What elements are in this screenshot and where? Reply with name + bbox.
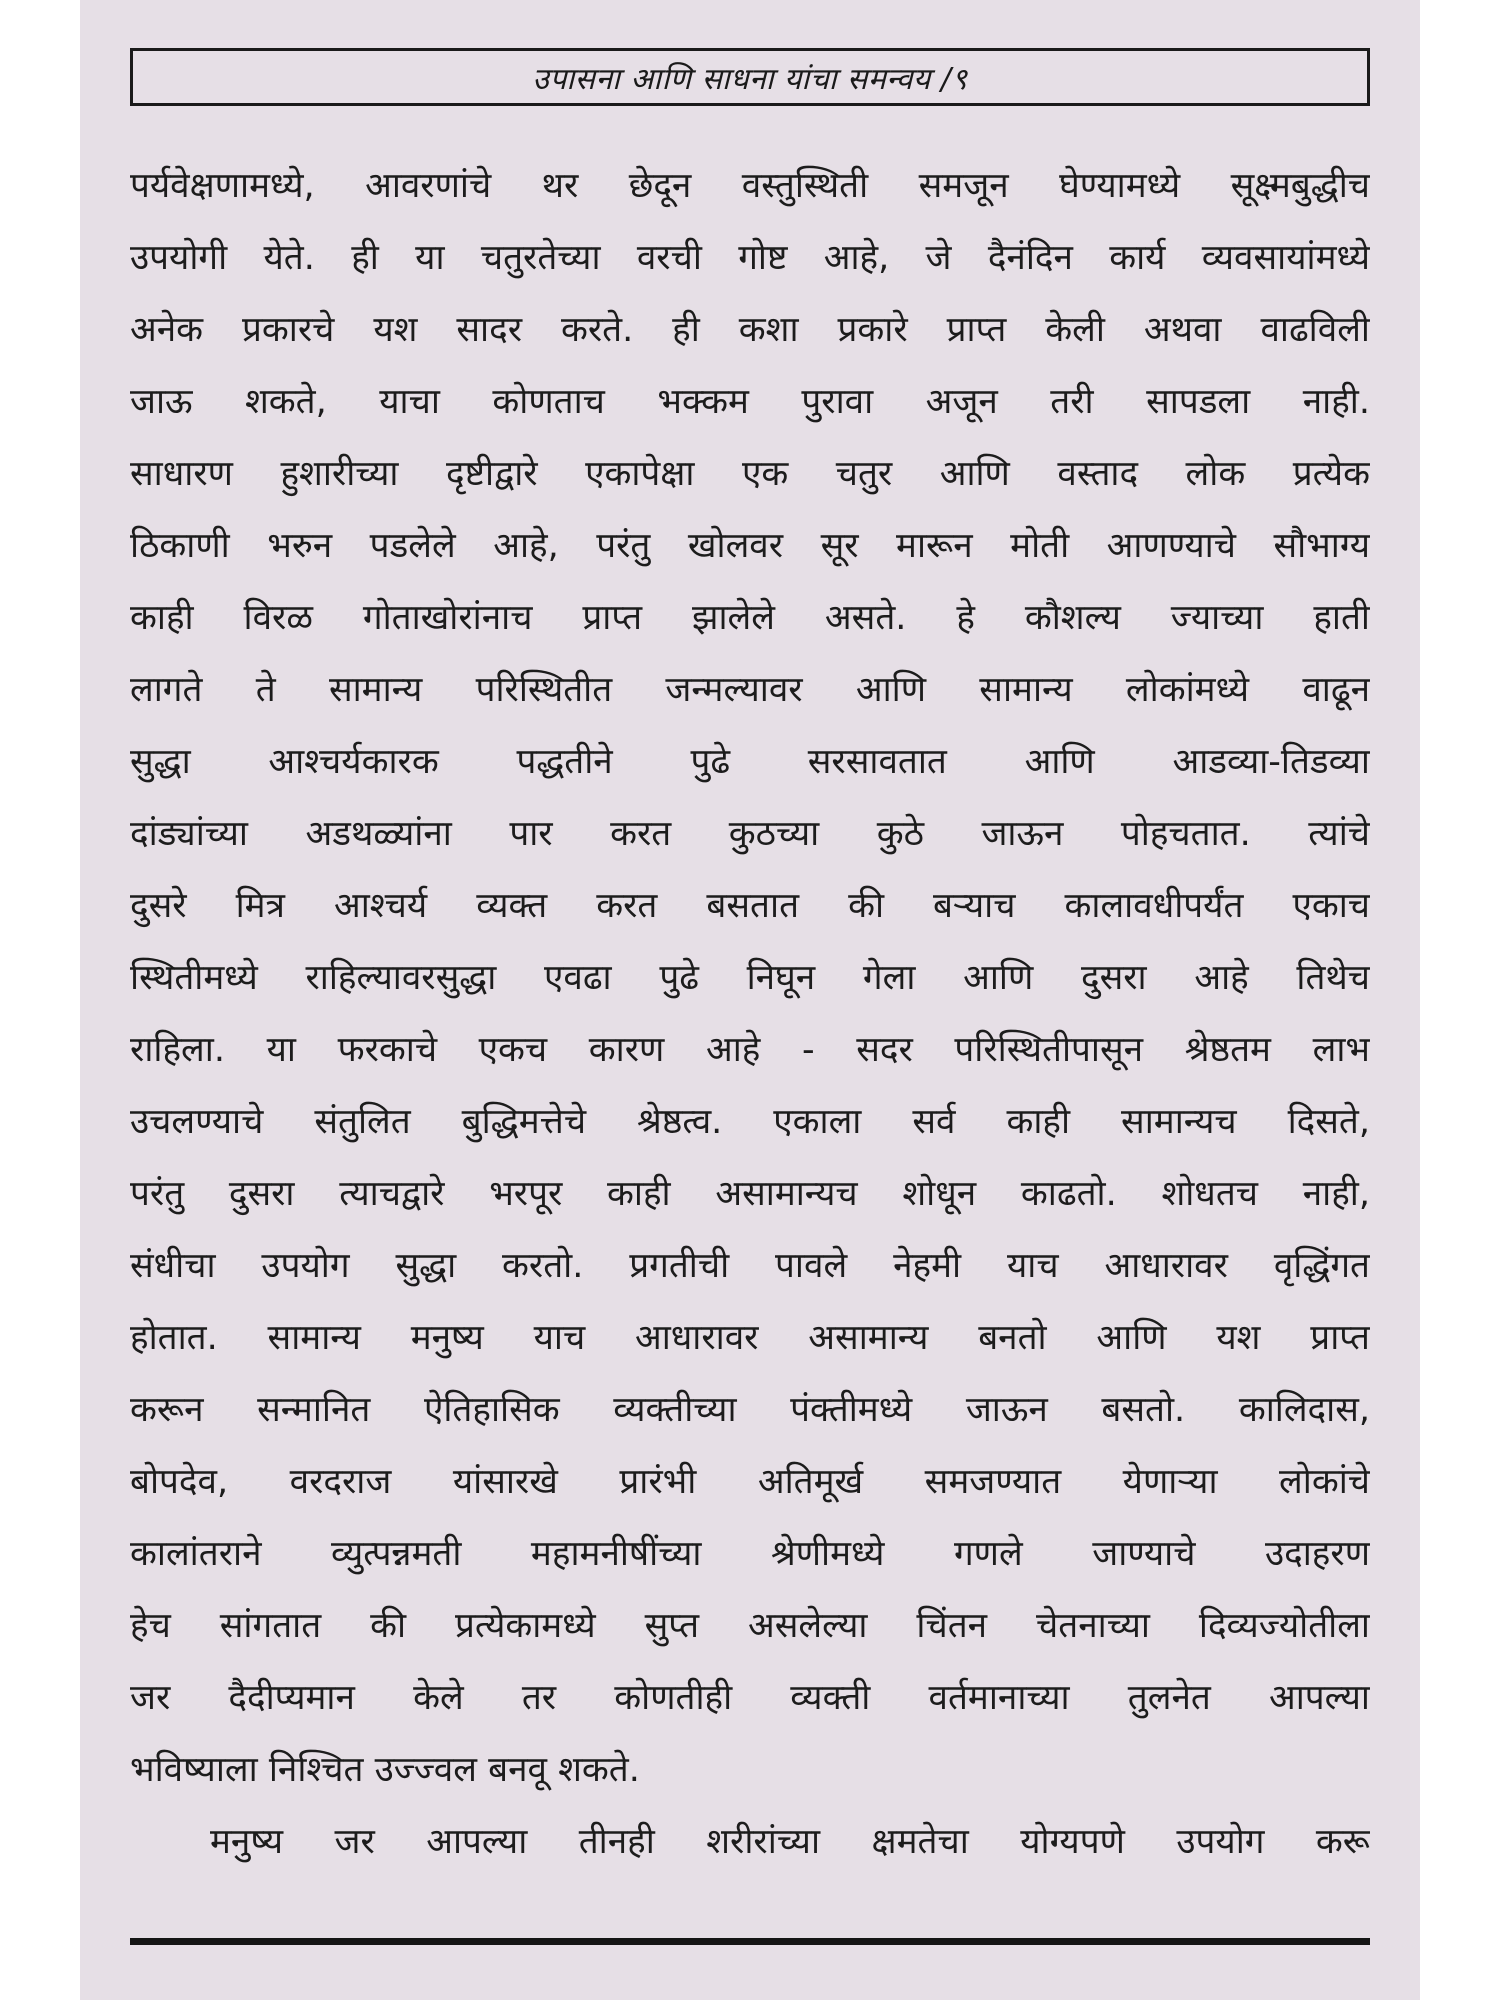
paragraph	[130, 1806, 1370, 1878]
text-line: संधीचा उपयोग सुद्धा करतो. प्रगतीची पावले नेहमी याच आधारावर वृद्धिंगत	[130, 1246, 1370, 1286]
header-title: उपासना आणि साधना यांचा समन्वय /९	[532, 61, 968, 97]
text-line: कालांतराने व्युत्पन्नमती महामनीषींच्या श्रेणीमध्ये गणले जाण्याचे उदाहरण	[130, 1534, 1370, 1574]
text-line: दुसरे मित्र आश्चर्य व्यक्त करत बसतात की बऱ्याच कालावधीपर्यंत एकाच	[130, 886, 1370, 926]
text-line: अनेक प्रकारचे यश सादर करते. ही कशा प्रकारे प्राप्त केली अथवा वाढविली	[130, 310, 1370, 350]
running-header	[130, 48, 1370, 106]
text-line: बोपदेव, वरदराज यांसारखे प्रारंभी अतिमूर्ख समजण्यात येणाऱ्या लोकांचे	[130, 1462, 1370, 1502]
text-line: राहिला. या फरकाचे एकच कारण आहे - सदर परिस्थितीपासून श्रेष्ठतम लाभ	[130, 1030, 1370, 1070]
body-text	[130, 150, 1370, 1878]
text-line: लागते ते सामान्य परिस्थितीत जन्मल्यावर आणि सामान्य लोकांमध्ये वाढून	[130, 670, 1370, 710]
text-line: साधारण हुशारीच्या दृष्टीद्वारे एकापेक्षा एक चतुर आणि वस्ताद लोक प्रत्येक	[130, 454, 1370, 494]
text-line: मनुष्य जर आपल्या तीनही शरीरांच्या क्षमतेचा योग्यपणे उपयोग करू	[210, 1822, 1370, 1862]
footer-rule	[130, 1938, 1370, 1945]
book-page	[80, 0, 1420, 2000]
paragraph	[130, 150, 1370, 1806]
text-line: काही विरळ गोताखोरांनाच प्राप्त झालेले असते. हे कौशल्य ज्याच्या हाती	[130, 598, 1370, 638]
text-line: दांड्यांच्या अडथळ्यांना पार करत कुठच्या कुठे जाऊन पोहचतात. त्यांचे	[130, 814, 1370, 854]
text-line: उपयोगी येते. ही या चतुरतेच्या वरची गोष्ट आहे, जे दैनंदिन कार्य व्यवसायांमध्ये	[130, 238, 1370, 278]
text-line: भविष्याला निश्चित उज्ज्वल बनवू शकते.	[130, 1750, 640, 1790]
text-line: उचलण्याचे संतुलित बुद्धिमत्तेचे श्रेष्ठत्व. एकाला सर्व काही सामान्यच दिसते,	[130, 1102, 1370, 1142]
text-line: जर दैदीप्यमान केले तर कोणतीही व्यक्ती वर्तमानाच्या तुलनेत आपल्या	[130, 1678, 1370, 1718]
text-line: पर्यवेक्षणामध्ये, आवरणांचे थर छेदून वस्तुस्थिती समजून घेण्यामध्ये सूक्ष्मबुद्धीच	[130, 166, 1370, 206]
text-line: स्थितीमध्ये राहिल्यावरसुद्धा एवढा पुढे निघून गेला आणि दुसरा आहे तिथेच	[130, 958, 1370, 998]
text-line: परंतु दुसरा त्याचद्वारे भरपूर काही असामान्यच शोधून काढतो. शोधतच नाही,	[130, 1174, 1370, 1214]
text-line: जाऊ शकते, याचा कोणताच भक्कम पुरावा अजून तरी सापडला नाही.	[130, 382, 1370, 422]
text-line: करून सन्मानित ऐतिहासिक व्यक्तीच्या पंक्तीमध्ये जाऊन बसतो. कालिदास,	[130, 1390, 1370, 1430]
text-line: सुद्धा आश्चर्यकारक पद्धतीने पुढे सरसावतात आणि आडव्या-तिडव्या	[130, 742, 1370, 782]
text-line: हेच सांगतात की प्रत्येकामध्ये सुप्त असलेल्या चिंतन चेतनाच्या दिव्यज्योतीला	[130, 1606, 1370, 1646]
text-line: ठिकाणी भरुन पडलेले आहे, परंतु खोलवर सूर मारून मोती आणण्याचे सौभाग्य	[130, 526, 1370, 566]
text-line: होतात. सामान्य मनुष्य याच आधारावर असामान्य बनतो आणि यश प्राप्त	[130, 1318, 1370, 1358]
